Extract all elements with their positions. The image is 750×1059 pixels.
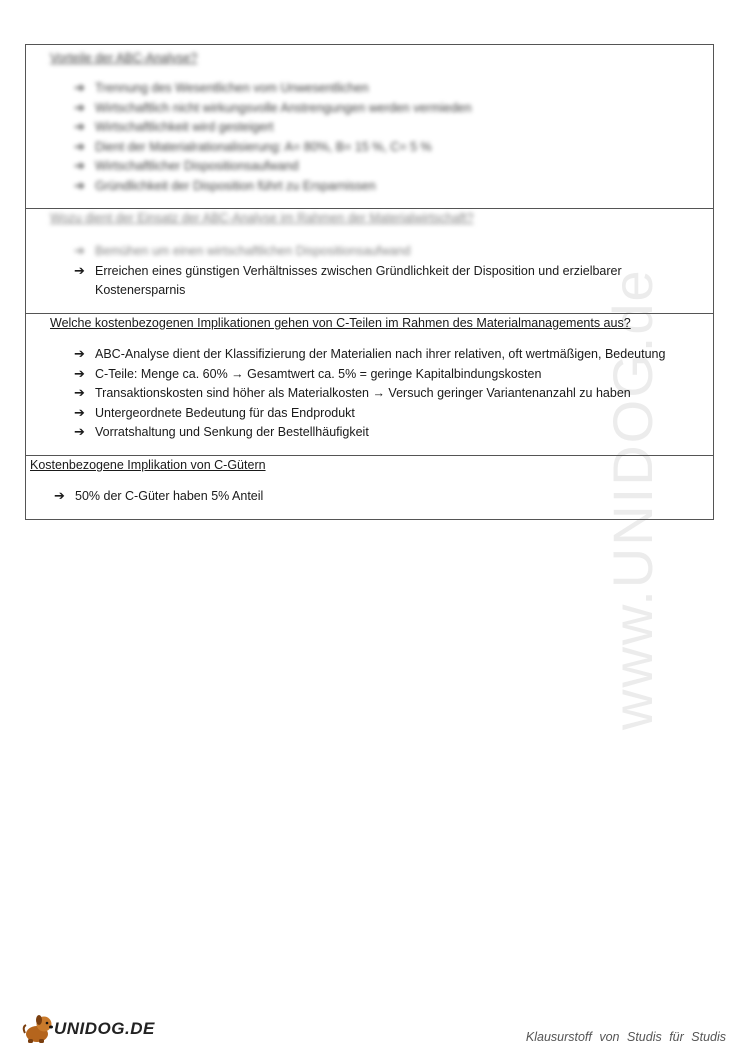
arrow-bullet-icon: ➔ (74, 139, 85, 155)
answer-item: ➔ Wirtschaftlicher Dispositionsaufwand (74, 157, 674, 177)
answer-item: ➔ Bemühen um einen wirtschaftlichen Dispositionsaufwand (74, 242, 654, 262)
arrow-bullet-icon: ➔ (74, 159, 85, 174)
answer-item: ➔ C-Teile: Menge ca. 60% → Gesamtwert ca. 5% = geringe Kapitalbindungskosten (74, 365, 694, 385)
answer-item: ➔ Untergeordnete Bedeutung für das Endprodukt (74, 404, 694, 424)
logo-wordmark: UNIDOG.DE (54, 1019, 155, 1038)
arrow-bullet-icon: ➔ (74, 81, 85, 96)
answer-item-continuation: Kostenersparnis (95, 283, 186, 297)
arrow-bullet-icon: ➔ (74, 405, 85, 421)
arrow-bullet-icon: ➔ (74, 178, 85, 194)
answer-item: ➔ Vorratshaltung und Senkung der Bestellhäufigkeit (74, 423, 694, 443)
answer-item: ➔ Dient der Materialrationalisierung: A= 80%, B= 15 %, C= 5 % (74, 138, 674, 158)
answer-item: ➔ ABC-Analyse dient der Klassifizierung der Materialien nach ihrer relativen, oft wertmäßigen, Bedeutung (74, 345, 694, 365)
question-heading: Wozu dient der Einsatz der ABC-Analyse im Rahmen der Materialwirtschaft? (50, 211, 474, 225)
arrow-bullet-icon: ➔ (54, 489, 65, 504)
qa-table (25, 44, 714, 520)
answer-list (74, 79, 674, 196)
arrow-bullet-icon: ➔ (74, 100, 85, 116)
arrow-bullet-icon: ➔ (74, 120, 85, 135)
arrow-bullet-icon: ➔ (74, 425, 85, 440)
answer-item: ➔ Trennung des Wesentlichen vom Unwesentlichen (74, 79, 674, 99)
dog-mascot-icon (22, 1013, 56, 1045)
arrow-bullet-icon: ➔ (74, 366, 85, 382)
answer-item: ➔ 50% der C-Güter haben 5% Anteil (54, 487, 674, 507)
qa-row-vorteile (26, 45, 713, 208)
question-heading: Kostenbezogene Implikation von C-Gütern (30, 458, 266, 472)
answer-list (74, 345, 694, 443)
arrow-bullet-icon: ➔ (74, 244, 85, 259)
answer-item: ➔ Erreichen eines günstigen Verhältnisses zwischen Gründlichkeit der Disposition und erzielbarer (74, 262, 654, 282)
question-heading: Welche kostenbezogenen Implikationen gehen von C-Teilen im Rahmen des Materialmanagements aus? (50, 316, 631, 330)
watermark: www.UNIDOG.de (601, 268, 664, 730)
qa-row-c-gueter (26, 455, 713, 519)
answer-item: ➔ Wirtschaftlichkeit wird gesteigert (74, 118, 674, 138)
unidog-logo (22, 1013, 155, 1045)
answer-item: ➔ Transaktionskosten sind höher als Materialkosten → Versuch geringer Variantenanzahl zu haben (74, 384, 694, 404)
footer-tagline: Klausurstoff von Studis für Studis (525, 1030, 726, 1044)
question-heading: Vorteile der ABC-Analyse? (50, 51, 198, 65)
answer-item: ➔ Wirtschaftlich nicht wirkungsvolle Anstrengungen werden vermieden (74, 99, 674, 119)
arrow-bullet-icon: ➔ (74, 347, 85, 362)
qa-row-einsatz (26, 208, 713, 313)
arrow-bullet-icon: ➔ (74, 263, 85, 279)
arrow-bullet-icon: ➔ (74, 386, 85, 401)
answer-item: ➔ Gründlichkeit der Disposition führt zu Ersparnissen (74, 177, 674, 197)
answer-list (54, 487, 674, 507)
answer-list (74, 242, 654, 301)
qa-row-c-teile (26, 313, 713, 455)
